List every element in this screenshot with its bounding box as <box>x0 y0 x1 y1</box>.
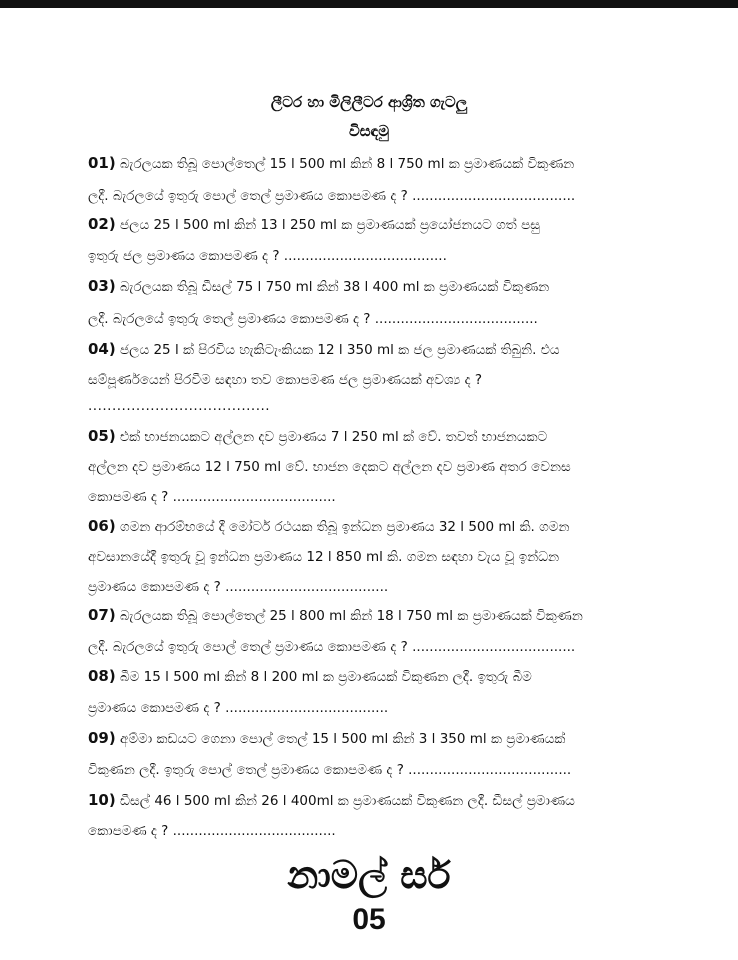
question-text: අම්මා කඩයට ගෙනා පොල් තෙල් 15 l 500 ml කින් 3 l 350 ml ක ප්‍රමාණයක් <box>120 731 566 747</box>
question-3-line-1 <box>88 276 728 297</box>
question-text: ප්‍රමාණය කොපමණ ද ? ...................................... <box>88 700 389 716</box>
question-text: බැරලයක තිබූ පොල්තෙල් 25 l 800 ml කින් 18 l 750 ml ක ප්‍රමාණයක් විකුණන <box>120 608 583 624</box>
question-10-line-2 <box>88 821 728 841</box>
question-5-line-1 <box>88 426 728 447</box>
question-1-line-2 <box>88 186 728 206</box>
question-6-line-1 <box>88 516 728 537</box>
question-text: ලදී. බැරලයේ ඉතුරු පොල් තෙල් ප්‍රමාණය කොපමණ ද ? ...................................... <box>88 188 576 204</box>
question-number: 03) <box>88 277 116 295</box>
question-4-line-1 <box>88 339 728 360</box>
question-8-line-2 <box>88 698 728 718</box>
brand-signature: නාමල් සර් <box>287 853 451 897</box>
question-number: 07) <box>88 606 116 624</box>
question-number: 08) <box>88 667 116 685</box>
question-text: ජලය 25 l 500 ml කින් 13 l 250 ml ක ප්‍රමාණයක් ප්‍රයෝජනයට ගත් පසු <box>120 217 540 233</box>
question-text: බීම 15 l 500 ml කින් 8 l 200 ml ක ප්‍රමාණයක් විකුණන ලදී. ඉතුරු බීම <box>120 669 532 685</box>
question-text: ප්‍රමාණය කොපමණ ද ? ...................................... <box>88 579 389 595</box>
question-5-line-2 <box>88 457 728 477</box>
question-9-line-1 <box>88 728 728 749</box>
question-9-line-2 <box>88 760 728 780</box>
page-number: 05 <box>352 903 386 936</box>
question-text: කොපමණ ද ? ...................................... <box>88 823 336 839</box>
question-number: 09) <box>88 729 116 747</box>
question-1-line-1 <box>88 153 728 174</box>
question-number: 05) <box>88 427 116 445</box>
question-text: එක් භාජනයකට අල්ලන දව ප්‍රමාණය 7 l 250 ml ක් වේ. තවත් භාජනයකට <box>120 429 548 445</box>
question-text: බැරලයක තිබූ ඩීසල් 75 l 750 ml කින් 38 l 400 ml ක ප්‍රමාණයක් විකුණන <box>120 279 550 295</box>
question-text: විකුණන ලදී. ඉතුරු පොල් තෙල් ප්‍රමාණය කොපමණ ද ? ...................................... <box>88 762 572 778</box>
question-text: ඩීසල් 46 l 500 ml කින් 26 l 400ml ක ප්‍රමාණයක් විකුණන ලදී. ඩීසල් ප්‍රමාණය <box>120 793 575 809</box>
page-title: ලීටර හා මිලිලීටර ආශ්‍රිත ගැටලු <box>270 93 468 111</box>
question-text: ලදී. බැරලයේ ඉතුරු පොල් තෙල් ප්‍රමාණය කොපමණ ද ? ...................................... <box>88 639 576 655</box>
page-subtitle: විසඳමු <box>348 122 389 140</box>
question-text: ලදී. බැරලයේ ඉතුරු තෙල් ප්‍රමාණය කොපමණ ද ? ...................................... <box>88 311 538 327</box>
question-3-line-2 <box>88 309 728 329</box>
question-7-line-1 <box>88 605 728 626</box>
question-text: කොපමණ ද ? ...................................... <box>88 489 336 505</box>
question-number: 06) <box>88 517 116 535</box>
question-text: බැරලයක තිබූ පොල්තෙල් 15 l 500 ml කින් 8 l 750 ml ක ප්‍රමාණයක් විකුණන <box>120 156 575 172</box>
answer-blank: ...................................... <box>88 398 271 414</box>
question-7-line-2 <box>88 637 728 657</box>
question-4-line-2 <box>88 370 728 390</box>
question-number: 01) <box>88 154 116 172</box>
question-text: ගමන ආරම්භයේ දී මෝටර් රථයක තිබූ ඉන්ධන ප්‍රමාණය 32 l 500 ml කි. ගමන <box>120 519 570 535</box>
question-number: 10) <box>88 791 116 809</box>
question-10-line-1 <box>88 790 728 811</box>
question-text: අවසානයේදී ඉතුරු වූ ඉන්ධන ප්‍රමාණය 12 l 850 ml කි. ගමන සඳහා වැය වූ ඉන්ධන <box>88 549 560 565</box>
question-6-line-2 <box>88 547 728 567</box>
question-text: සම්පූර්ණයෙන් පිරවීම සඳහා තව කොපමණ ජල ප්‍රමාණයක් අවශ්‍ය ද ? <box>88 372 483 388</box>
top-border <box>0 0 738 8</box>
question-number: 02) <box>88 215 116 233</box>
question-5-line-3 <box>88 487 728 507</box>
question-2-line-1 <box>88 214 728 235</box>
question-4-line-3 <box>88 396 728 416</box>
question-number: 04) <box>88 340 116 358</box>
question-text: ජලය 25 l ක් පිරවිය හැකිටැංකියක 12 l 350 ml ක ජල ප්‍රමාණයක් තිබුනි. එය <box>120 342 560 358</box>
question-8-line-1 <box>88 666 728 687</box>
question-6-line-3 <box>88 577 728 597</box>
question-text: අල්ලන දව ප්‍රමාණය 12 l 750 ml වේ. භාජන දෙකට අල්ලන දව ප්‍රමාණ අතර වෙනස <box>88 459 571 475</box>
question-text: ඉතුරු ජල ප්‍රමාණය කොපමණ ද ? ...................................... <box>88 248 447 264</box>
question-2-line-2 <box>88 246 728 266</box>
